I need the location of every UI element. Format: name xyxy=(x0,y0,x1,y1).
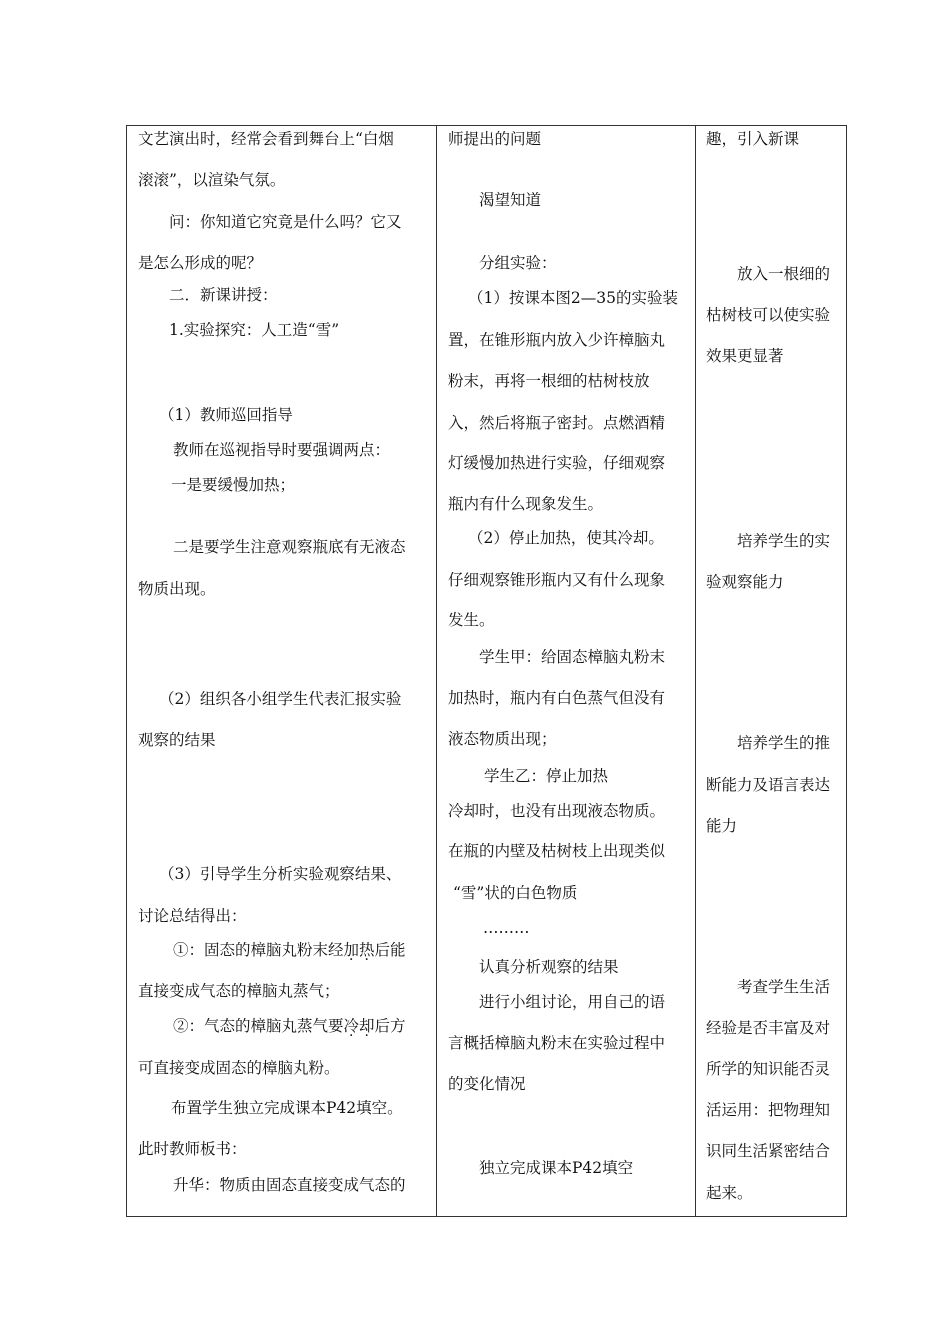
intent-text-line: 所学的知识能否灵 xyxy=(706,1060,831,1078)
intent-text-line: 起来。 xyxy=(706,1184,753,1202)
student-text-line: 言概括樟脑丸粉末在实验过程中 xyxy=(448,1034,666,1052)
intent-text-line: 枯树枝可以使实验 xyxy=(706,306,831,324)
intent-text-line: 断能力及语言表达 xyxy=(706,776,831,794)
teacher-text-line: （3）引导学生分析实验观察结果、 xyxy=(159,865,402,883)
student-text-line: （1）按课本图2—35的实验装 xyxy=(468,289,678,307)
student-text-line: 渴望知道 xyxy=(479,191,542,209)
intent-text-line: 活运用：把物理知 xyxy=(706,1101,831,1119)
conclusion-text: 后能 xyxy=(374,941,406,959)
student-text-line: 加热时，瓶内有白色蒸气但没有 xyxy=(448,689,666,707)
teacher-text-line: 一是要缓慢加热； xyxy=(171,476,296,494)
teacher-text-line: 物质出现。 xyxy=(138,580,216,598)
section-heading: 1.实验探究：人工造“雪” xyxy=(169,321,340,339)
intent-text-line: 考查学生生活 xyxy=(737,978,831,996)
teacher-text-line: 讨论总结得出： xyxy=(138,907,247,925)
teacher-text-line: 滚滚”，以渲染气氛。 xyxy=(138,171,286,189)
student-text-line: 灯缓慢加热进行实验，仔细观察 xyxy=(448,454,666,472)
student-text-line: 的变化情况 xyxy=(448,1075,526,1093)
student-text-line: 瓶内有什么现象发生。 xyxy=(448,495,604,513)
teacher-text-line: 布置学生独立完成课本P42填空。 xyxy=(171,1099,403,1117)
student-text-line: 在瓶的内壁及枯树枝上出现类似 xyxy=(448,842,666,860)
conclusion-text: ①：固态的樟脑丸粉末经 xyxy=(173,941,344,959)
conclusion-text: ②：气态的樟脑丸蒸气要 xyxy=(173,1017,344,1035)
teacher-text-line: （1）教师巡回指导 xyxy=(159,406,293,424)
intent-text-line: 验观察能力 xyxy=(706,573,784,591)
student-text-line: 液态物质出现； xyxy=(448,730,557,748)
teacher-text-line: 观察的结果 xyxy=(138,731,216,749)
teacher-text-line: 文艺演出时，经常会看到舞台上“白烟 xyxy=(138,130,394,148)
intent-text-line: 识同生活紧密结合 xyxy=(706,1142,831,1160)
student-text-line: 学生乙：停止加热 xyxy=(484,767,609,785)
intent-text-line: 培养学生的推 xyxy=(737,734,831,752)
column-divider xyxy=(695,126,696,1216)
intent-text-line: 能力 xyxy=(706,817,738,835)
section-heading: 二．新课讲授： xyxy=(169,286,278,304)
student-text-line: 冷却时，也没有出现液态物质。 xyxy=(448,802,666,820)
teacher-text-line: 可直接变成固态的樟脑丸粉。 xyxy=(138,1059,340,1077)
emphasis-dot-char: 却 xyxy=(359,1017,375,1035)
student-text-line: 进行小组讨论，用自己的语 xyxy=(479,993,666,1011)
teacher-text-line: 二是要学生注意观察瓶底有无液态 xyxy=(173,538,406,556)
intent-text-line: 效果更显著 xyxy=(706,347,784,365)
student-text-line: 认真分析观察的结果 xyxy=(479,958,619,976)
teacher-text-line: 是怎么形成的呢？ xyxy=(138,254,263,272)
student-text-line: 入，然后将瓶子密封。点燃酒精 xyxy=(448,414,666,432)
emphasis-dot-char: 冷 xyxy=(343,1017,360,1035)
teacher-text-line: 教师在巡视指导时要强调两点： xyxy=(173,441,391,459)
intent-text-line: 趣，引入新课 xyxy=(706,130,800,148)
intent-text-line: 放入一根细的 xyxy=(737,265,831,283)
student-text-line: （2）停止加热，使其冷却。 xyxy=(468,529,664,547)
student-text-line: “雪”状的白色物质 xyxy=(453,884,578,902)
student-text-line: 学生甲：给固态樟脑丸粉末 xyxy=(479,648,666,666)
column-divider xyxy=(436,126,437,1216)
student-text-line: 师提出的问题 xyxy=(448,130,542,148)
student-text-line: 独立完成课本P42填空 xyxy=(479,1159,634,1177)
student-text-line: 发生。 xyxy=(448,611,495,629)
ellipsis-line: ……… xyxy=(483,919,530,937)
student-text-line: 分组实验： xyxy=(479,254,557,272)
teacher-text-line: （2）组织各小组学生代表汇报实验 xyxy=(159,690,402,708)
conclusion-line xyxy=(173,1016,406,1036)
student-text-line: 仔细观察锥形瓶内又有什么现象 xyxy=(448,571,666,589)
student-text-line: 置，在锥形瓶内放入少许樟脑丸 xyxy=(448,331,666,349)
intent-text-line: 培养学生的实 xyxy=(737,532,831,550)
teacher-text-line: 直接变成气态的樟脑丸蒸气； xyxy=(138,982,340,1000)
lesson-plan-table xyxy=(126,125,847,1217)
emphasis-dot-char: 加 xyxy=(343,941,360,959)
teacher-text-line: 升华：物质由固态直接变成气态的 xyxy=(173,1176,406,1194)
conclusion-text: 后方 xyxy=(374,1017,406,1035)
student-text-line: 粉末，再将一根细的枯树枝放 xyxy=(448,372,650,390)
teacher-text-line: 问：你知道它究竟是什么吗？它又 xyxy=(169,213,402,231)
teacher-text-line: 此时教师板书： xyxy=(138,1140,247,1158)
intent-text-line: 经验是否丰富及对 xyxy=(706,1019,831,1037)
conclusion-line xyxy=(173,940,406,960)
emphasis-dot-char: 热 xyxy=(359,941,375,959)
